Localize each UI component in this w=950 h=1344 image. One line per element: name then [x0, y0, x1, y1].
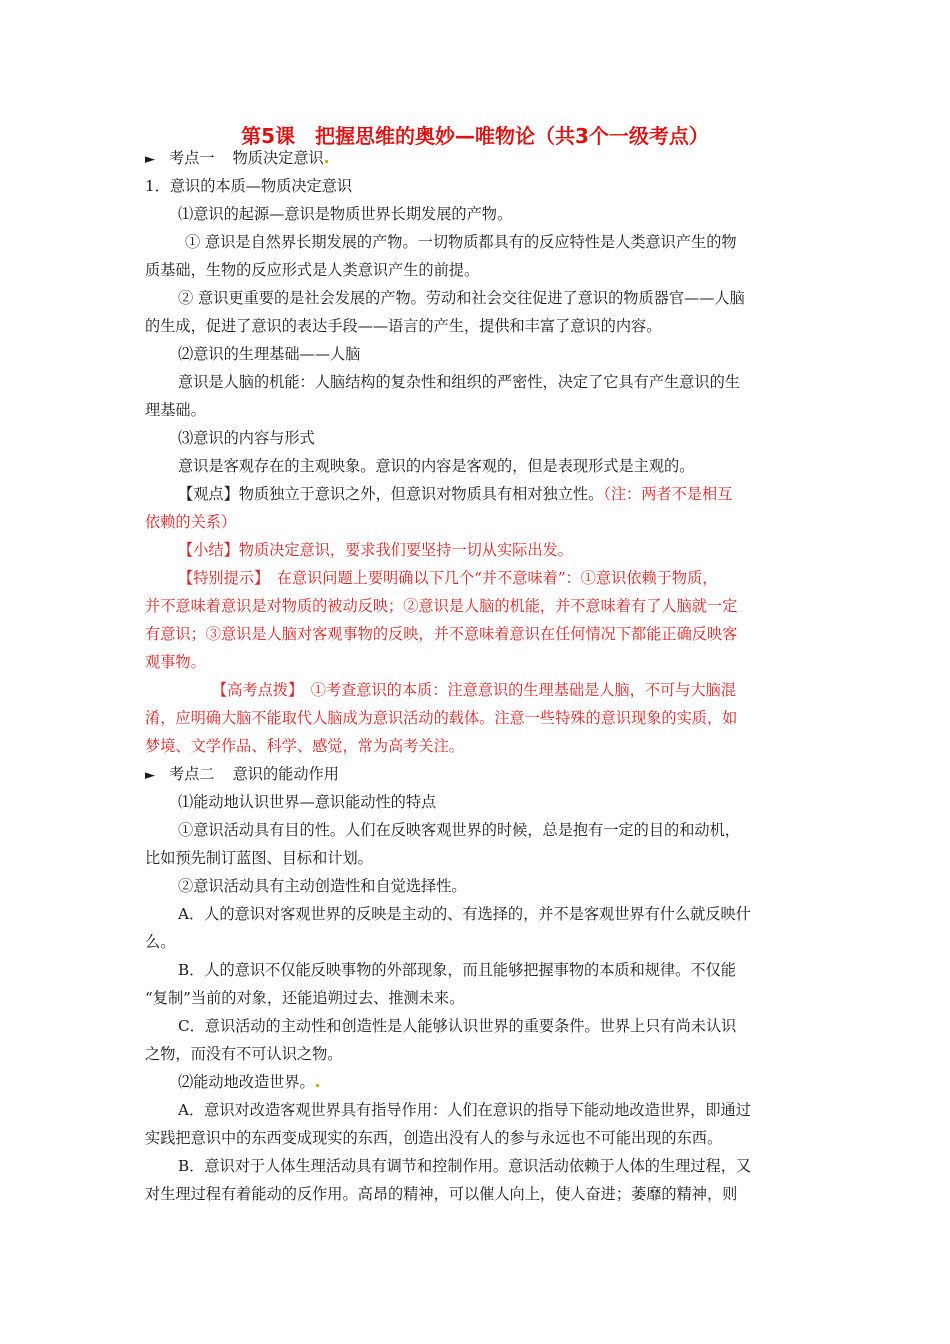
viewpoint-note: （注：两者不是相互	[603, 485, 733, 503]
paragraph-line: 1．意识的本质—物质决定意识	[145, 177, 353, 195]
special-tip-line: 有意识；③意识是人脑对客观事物的反映，并不意味着意识在任何情况下都能正确反映客	[145, 625, 738, 643]
special-tip-line: 并不意味着意识是对物质的被动反映；②意识是人脑的机能，并不意味着有了人脑就一定	[145, 597, 738, 615]
paragraph-line: ⑵意识的生理基础——人脑	[178, 345, 361, 363]
paragraph-line: ①意识活动具有目的性。人们在反映客观世界的时候，总是抱有一定的目的和动机，	[178, 821, 740, 839]
paragraph-line: ② 意识更重要的是社会发展的产物。劳动和社会交往促进了意识的物质器官——人脑	[178, 289, 745, 307]
triangle-bullet-icon: ►	[145, 768, 155, 783]
paragraph-line: C．意识活动的主动性和创造性是人能够认识世界的重要条件。世界上只有尚未认识	[178, 1017, 737, 1035]
section-label: 考点一	[169, 149, 215, 167]
section-heading-text: 物质决定意识	[232, 149, 324, 167]
paragraph-line: ⑶意识的内容与形式	[178, 429, 315, 447]
paragraph-line: 质基础，生物的反应形式是人类意识产生的前提。	[145, 261, 480, 279]
paragraph-line	[178, 1072, 843, 1092]
section-heading-2	[145, 764, 810, 786]
paragraph-line: ① 意识是自然界长期发展的产物。一切物质都具有的反应特性是人类意识产生的物	[185, 233, 737, 251]
paragraph-text: ⑵能动地改造世界。	[178, 1073, 315, 1091]
special-tip-line: 观事物。	[145, 653, 206, 671]
paragraph-line: 比如预先制订蓝图、目标和计划。	[145, 849, 373, 867]
paragraph-line: 之物，而没有不可认识之物。	[145, 1045, 343, 1063]
page-title: 第5课 把握思维的奥妙—唯物论（共3个一级考点）	[241, 124, 709, 148]
viewpoint-note-cont: 依赖的关系）	[145, 513, 237, 531]
paragraph-line: ②意识活动具有主动创造性和自觉选择性。	[178, 877, 467, 895]
paragraph-line: 的生成，促进了意识的表达手段——语言的产生，提供和丰富了意识的内容。	[145, 317, 662, 335]
paragraph-line: B．人的意识不仅能反映事物的外部现象，而且能够把握事物的本质和规律。不仅能	[178, 961, 736, 979]
paragraph-line: 理基础。	[145, 401, 206, 419]
section-heading-1	[145, 148, 810, 170]
paragraph-line: 么。	[145, 933, 176, 951]
exam-tip-line: 【高考点拨】 ①考查意识的本质：注意意识的生理基础是人脑，不可与大脑混	[212, 681, 736, 699]
paragraph-line: B．意识对于人体生理活动具有调节和控制作用。意识活动依赖于人体的生理过程，又	[178, 1157, 752, 1175]
section-heading-text: 意识的能动作用	[232, 765, 339, 783]
triangle-bullet-icon: ►	[145, 152, 155, 167]
exam-tip-line: 梦境、文学作品、科学、感觉，常为高考关注。	[145, 737, 464, 755]
summary-line: 【小结】物质决定意识，要求我们要坚持一切从实际出发。	[178, 541, 573, 559]
section-label: 考点二	[169, 765, 215, 783]
viewpoint-line	[178, 484, 810, 504]
paragraph-line: 对生理过程有着能动的反作用。高昂的精神，可以催人向上，使人奋进；萎靡的精神，则	[145, 1185, 738, 1203]
special-tip-line: 【特别提示】 在意识问题上要明确以下几个“并不意味着”：①意识依赖于物质，	[178, 569, 718, 587]
paragraph-line: 意识是人脑的机能：人脑结构的复杂性和组织的严密性，决定了它具有产生意识的生	[178, 373, 740, 391]
paragraph-line: ⑴能动地认识世界—意识能动性的特点	[178, 793, 437, 811]
paragraph-line: A．人的意识对客观世界的反映是主动的、有选择的，并不是客观世界有什么就反映什	[178, 905, 751, 923]
marker-dot-icon	[325, 160, 328, 163]
paragraph-line: 意识是客观存在的主观映象。意识的内容是客观的，但是表现形式是主观的。	[178, 457, 695, 475]
exam-tip-line: 淆，应明确大脑不能取代人脑成为意识活动的载体。注意一些特殊的意识现象的实质，如	[145, 709, 738, 727]
paragraph-line: “复制”当前的对象，还能追朔过去、推测未来。	[145, 989, 465, 1007]
paragraph-line: 实践把意识中的东西变成现实的东西，创造出没有人的参与永远也不可能出现的东西。	[145, 1129, 723, 1147]
marker-dot-icon	[316, 1084, 319, 1087]
viewpoint-text: 【观点】物质独立于意识之外，但意识对物质具有相对独立性。	[178, 485, 604, 503]
paragraph-line: A．意识对改造客观世界具有指导作用：人们在意识的指导下能动地改造世界，即通过	[178, 1101, 751, 1119]
paragraph-line: ⑴意识的起源—意识是物质世界长期发展的产物。	[178, 205, 513, 223]
